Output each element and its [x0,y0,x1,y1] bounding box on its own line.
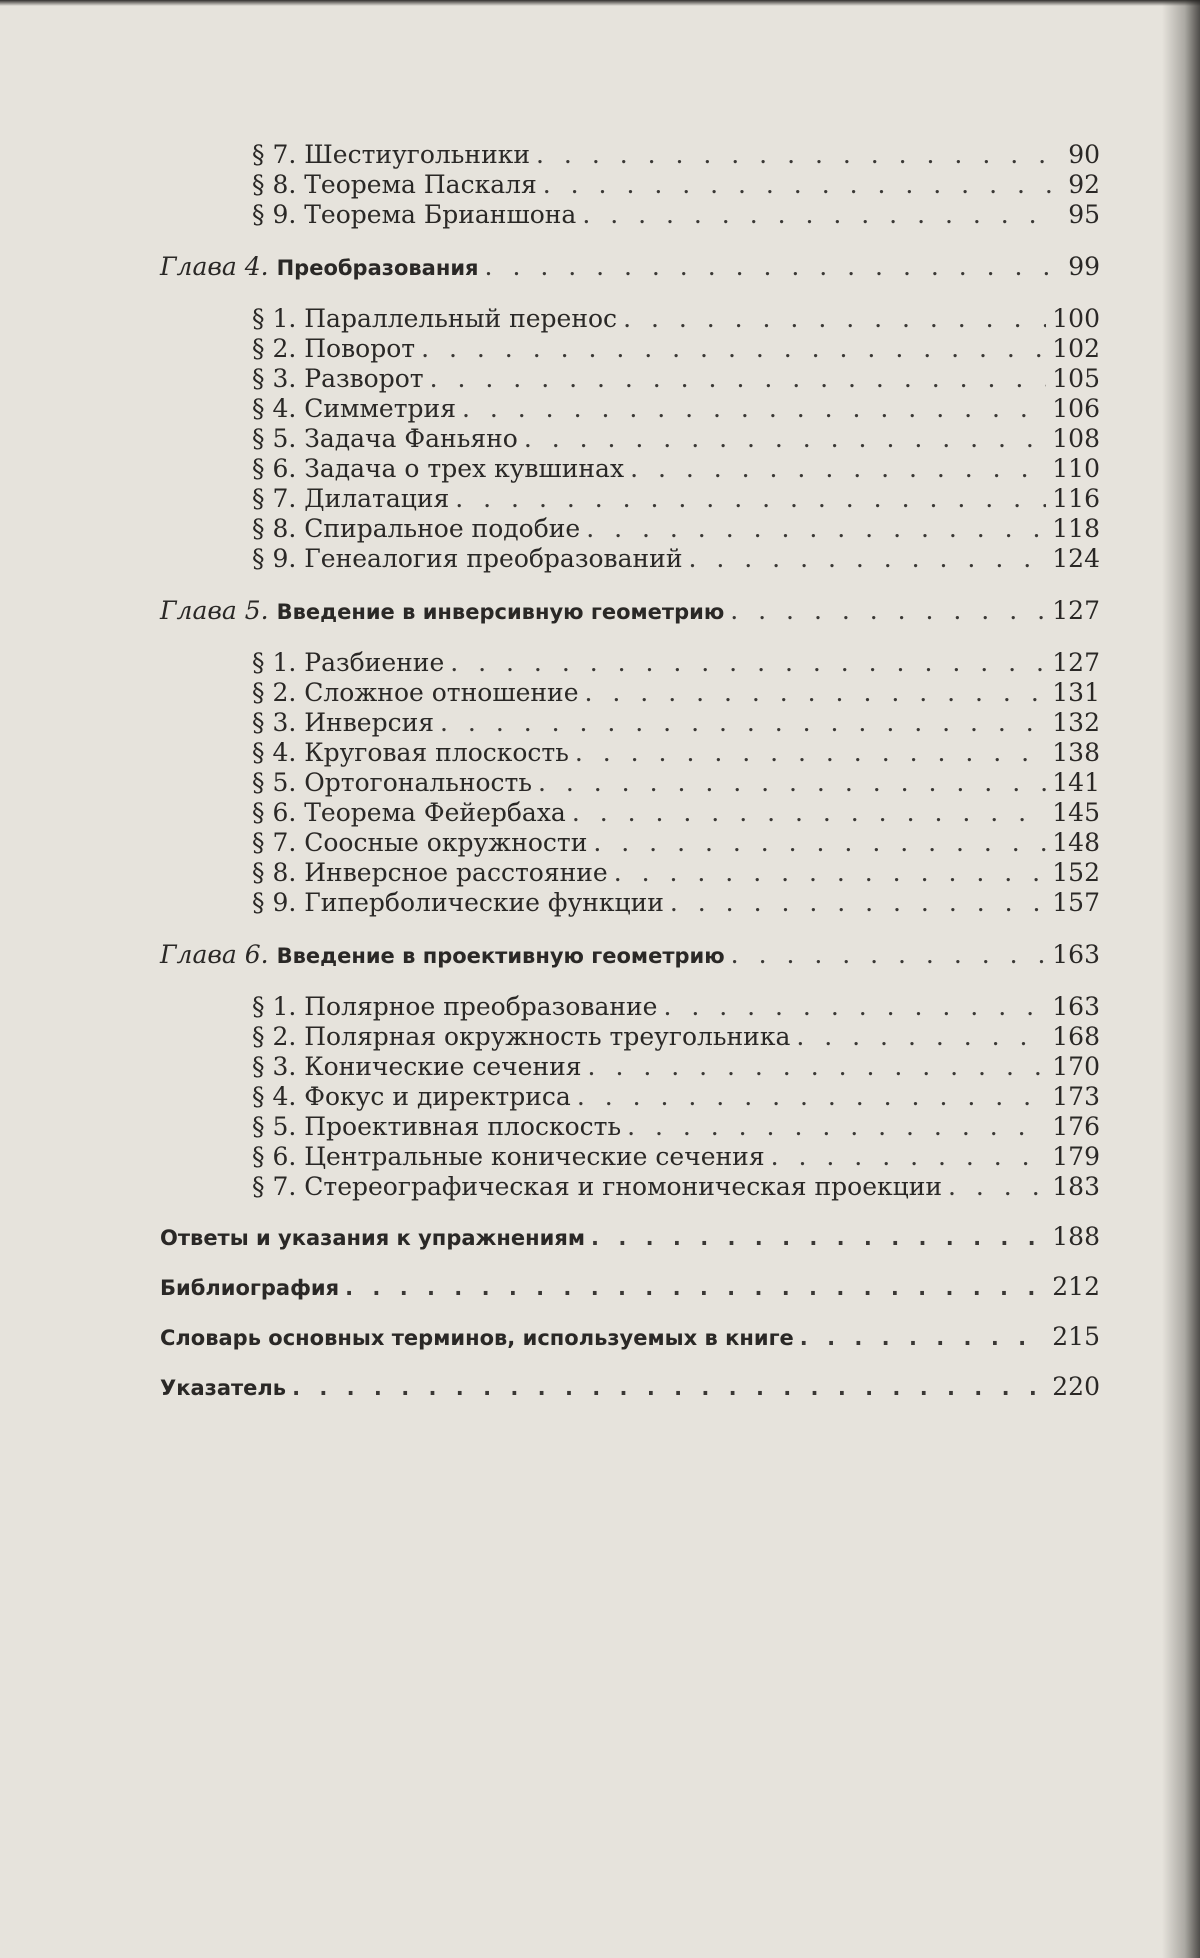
chapter-6-heading [160,940,1100,970]
chapter-label: Глава 6. [160,940,269,969]
dot-leader [575,738,1046,768]
dot-leader [585,678,1047,708]
entry-title: Библиография [160,1276,340,1300]
entry-title: § 7. Дилатация [252,484,450,513]
toc-entry [160,514,1100,544]
toc-entry [160,828,1100,858]
entry-page: 141 [1052,768,1100,797]
dot-leader [730,596,1046,626]
toc-entry [160,334,1100,364]
entry-title: § 8. Спиральное подобие [252,514,581,543]
entry-title: § 5. Задача Фаньяно [252,424,518,453]
dot-leader [543,170,1052,200]
dot-leader [771,1142,1047,1172]
chapter-4-sections [160,304,1100,574]
toc-entry [160,1022,1100,1052]
entry-title: § 5. Проективная плоскость [252,1112,622,1141]
dot-leader [663,992,1046,1022]
dot-leader [588,1052,1047,1082]
entry-page: 157 [1052,888,1100,917]
table-of-contents [160,140,1100,1402]
entry-page: 90 [1068,140,1100,169]
chapter-name: Преобразования [276,256,479,280]
entry-page: 212 [1052,1272,1100,1301]
dot-leader [577,1082,1046,1112]
chapter-name: Введение в проективную геометрию [276,944,725,968]
dot-leader [689,544,1047,574]
toc-entry [160,454,1100,484]
entry-page: 131 [1052,678,1100,707]
entry-title: § 6. Задача о трех кувшинах [252,454,625,483]
chapter-label: Глава 5. [160,596,269,625]
entry-title: § 7. Шестиугольники [252,140,531,169]
dot-leader [536,140,1052,170]
page-binding-shadow [1162,0,1200,1958]
entry-page: 108 [1052,424,1100,453]
toc-entry [160,484,1100,514]
entry-title: Словарь основных терминов, используемых в книге [160,1326,794,1350]
dot-leader [796,1022,1046,1052]
entry-title: § 8. Инверсное расстояние [252,858,608,887]
chapter-6-sections [160,992,1100,1202]
toc-entry [160,1082,1100,1112]
toc-entry [160,798,1100,828]
entry-title: § 9. Гиперболические функции [252,888,664,917]
dot-leader [430,364,1047,394]
toc-entry [160,1112,1100,1142]
entry-page: 127 [1052,648,1100,677]
entry-title: § 8. Теорема Паскаля [252,170,537,199]
chapter-3-sections [160,140,1100,230]
entry-page: 188 [1052,1222,1100,1251]
chapter-name: Введение в инверсивную геометрию [276,600,725,624]
entry-page: 170 [1052,1052,1100,1081]
backmatter-glossary [160,1322,1100,1352]
entry-page: 95 [1068,200,1100,229]
entry-page: 179 [1052,1142,1100,1171]
dot-leader [948,1172,1046,1202]
chapter-page: 99 [1068,252,1100,281]
chapter-label: Глава 4. [160,252,269,281]
toc-entry [160,140,1100,170]
chapter-5-heading [160,596,1100,626]
entry-page: 215 [1052,1322,1100,1351]
entry-page: 220 [1052,1372,1100,1401]
entry-page: 116 [1052,484,1100,513]
dot-leader [421,334,1046,364]
dot-leader [627,1112,1046,1142]
entry-title: § 2. Сложное отношение [252,678,579,707]
entry-page: 100 [1052,304,1100,333]
toc-entry [160,1052,1100,1082]
entry-title: § 6. Теорема Фейербаха [252,798,566,827]
entry-title: Указатель [160,1376,287,1400]
toc-entry [160,170,1100,200]
dot-leader [593,828,1046,858]
dot-leader [485,252,1052,282]
chapter-5-sections [160,648,1100,918]
entry-page: 118 [1052,514,1100,543]
toc-entry [160,394,1100,424]
entry-title: § 4. Симметрия [252,394,456,423]
entry-page: 92 [1068,170,1100,199]
entry-page: 102 [1052,334,1100,363]
page-top-edge [0,0,1200,6]
entry-title: § 1. Параллельный перенос [252,304,618,333]
dot-leader [731,940,1047,970]
dot-leader [345,1273,1046,1303]
dot-leader [572,798,1046,828]
dot-leader [462,394,1046,424]
toc-entry [160,992,1100,1022]
dot-leader [450,648,1046,678]
toc-entry [160,768,1100,798]
entry-title: § 6. Центральные конические сечения [252,1142,765,1171]
dot-leader [524,424,1046,454]
toc-entry [160,888,1100,918]
entry-title: § 2. Полярная окружность треугольника [252,1022,791,1051]
entry-page: 138 [1052,738,1100,767]
backmatter-index [160,1372,1100,1402]
dot-leader [591,1223,1046,1253]
entry-page: 176 [1052,1112,1100,1141]
entry-page: 148 [1052,828,1100,857]
chapter-4-heading [160,252,1100,282]
toc-entry [160,304,1100,334]
dot-leader [800,1323,1046,1353]
entry-page: 105 [1052,364,1100,393]
entry-page: 168 [1052,1022,1100,1051]
backmatter-bibliography [160,1272,1100,1302]
dot-leader [614,858,1047,888]
entry-page: 183 [1052,1172,1100,1201]
dot-leader [623,304,1046,334]
chapter-page: 163 [1052,940,1100,969]
toc-entry [160,544,1100,574]
entry-title: § 3. Конические сечения [252,1052,582,1081]
entry-title: § 9. Генеалогия преобразований [252,544,683,573]
entry-page: 163 [1052,992,1100,1021]
entry-page: 110 [1052,454,1100,483]
toc-entry [160,738,1100,768]
dot-leader [440,708,1046,738]
dot-leader [586,514,1046,544]
entry-title: § 3. Разворот [252,364,424,393]
toc-entry [160,678,1100,708]
entry-page: 106 [1052,394,1100,423]
toc-entry [160,648,1100,678]
dot-leader [582,200,1052,230]
toc-entry [160,1142,1100,1172]
dot-leader [455,484,1046,514]
entry-title: § 2. Поворот [252,334,416,363]
entry-title: § 7. Стереографическая и гномоническая проекции [252,1172,943,1201]
entry-title: § 4. Круговая плоскость [252,738,569,767]
entry-title: § 1. Полярное преобразование [252,992,658,1021]
entry-title: § 7. Соосные окружности [252,828,588,857]
toc-entry [160,858,1100,888]
entry-title: § 4. Фокус и директриса [252,1082,571,1111]
entry-page: 124 [1052,544,1100,573]
entry-title: § 3. Инверсия [252,708,435,737]
backmatter-answers [160,1222,1100,1252]
toc-entry [160,364,1100,394]
dot-leader [538,768,1046,798]
entry-title: § 9. Теорема Брианшона [252,200,577,229]
entry-title: Ответы и указания к упражнениям [160,1226,586,1250]
entry-title: § 1. Разбиение [252,648,445,677]
entry-title: § 5. Ортогональность [252,768,532,797]
dot-leader [630,454,1046,484]
toc-entry [160,424,1100,454]
toc-entry [160,200,1100,230]
dot-leader [292,1373,1046,1403]
toc-entry [160,708,1100,738]
entry-page: 145 [1052,798,1100,827]
toc-entry [160,1172,1100,1202]
dot-leader [670,888,1046,918]
entry-page: 152 [1052,858,1100,887]
entry-page: 173 [1052,1082,1100,1111]
chapter-page: 127 [1052,596,1100,625]
entry-page: 132 [1052,708,1100,737]
